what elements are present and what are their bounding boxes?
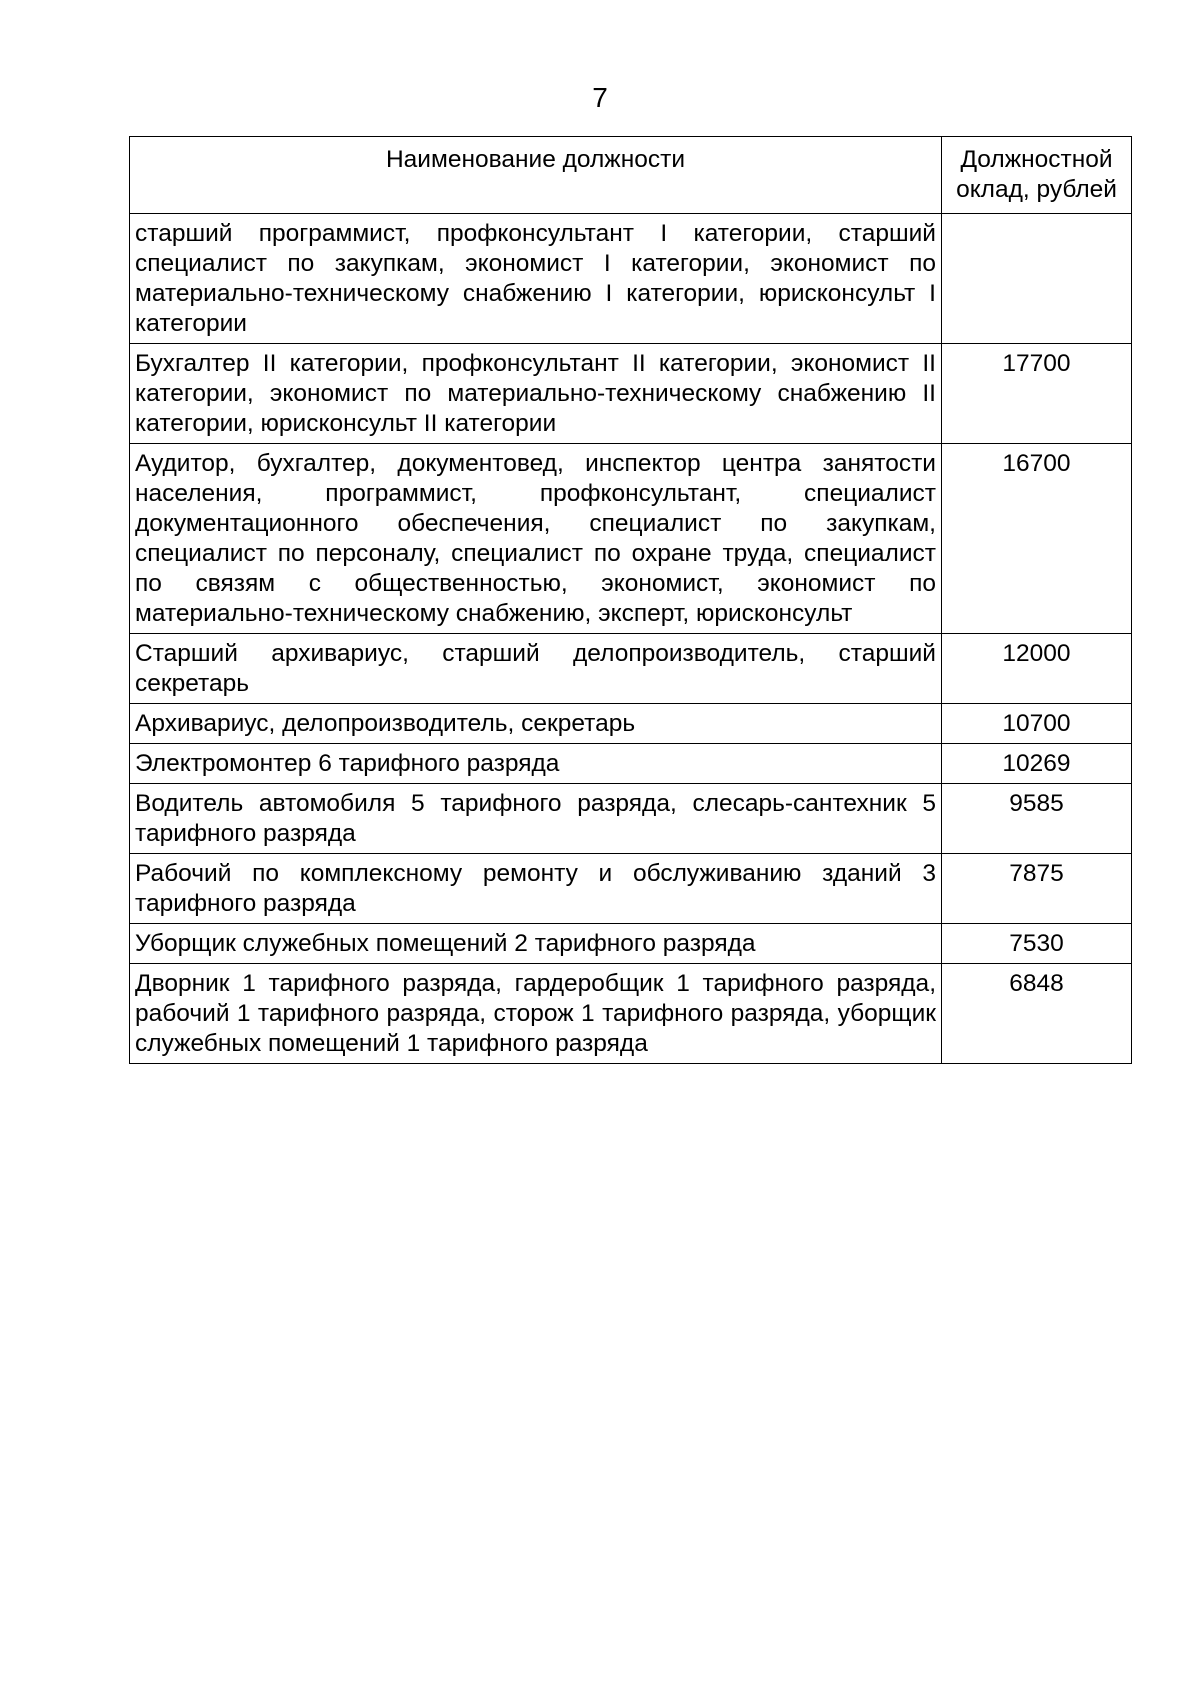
salary-cell: 17700: [942, 344, 1132, 444]
position-cell: Аудитор, бухгалтер, документовед, инспектор центра занятости населения, программист, профконсультант, специалист документационного обеспечения, специалист по закупкам, специалист по персоналу, специалист по охране труда, специалист по связям с общественностью, экономист, экономист по материально-техническому снабжению, эксперт, юрисконсульт: [130, 444, 942, 634]
table-row: [130, 854, 1132, 924]
table-row: [130, 344, 1132, 444]
position-cell: Водитель автомобиля 5 тарифного разряда, слесарь-сантехник 5 тарифного разряда: [130, 784, 942, 854]
position-cell: Бухгалтер II категории, профконсультант II категории, экономист II категории, экономист по материально-техническому снабжению II категории, юрисконсульт II категории: [130, 344, 942, 444]
table-row: [130, 704, 1132, 744]
table-row: [130, 784, 1132, 854]
salary-table: [129, 136, 1132, 1064]
salary-cell: 7530: [942, 924, 1132, 964]
position-cell: Старший архивариус, старший делопроизводитель, старший секретарь: [130, 634, 942, 704]
table-row: [130, 634, 1132, 704]
salary-cell: 16700: [942, 444, 1132, 634]
salary-cell: 7875: [942, 854, 1132, 924]
table-row: [130, 214, 1132, 344]
table-row: [130, 924, 1132, 964]
table-row: [130, 444, 1132, 634]
position-cell: Дворник 1 тарифного разряда, гардеробщик 1 тарифного разряда, рабочий 1 тарифного разряда, сторож 1 тарифного разряда, уборщик служебных помещений 1 тарифного разряда: [130, 964, 942, 1064]
page-number: 7: [592, 82, 608, 113]
table-row: [130, 744, 1132, 784]
column-header-position: Наименование должности: [130, 137, 942, 214]
position-cell: Уборщик служебных помещений 2 тарифного разряда: [130, 924, 942, 964]
salary-cell: 6848: [942, 964, 1132, 1064]
salary-cell: 10700: [942, 704, 1132, 744]
position-cell: Электромонтер 6 тарифного разряда: [130, 744, 942, 784]
column-header-salary: Должностной оклад, рублей: [942, 137, 1132, 214]
table-header-row: [130, 137, 1132, 214]
salary-cell: [942, 214, 1132, 344]
salary-cell: 12000: [942, 634, 1132, 704]
table-row: [130, 964, 1132, 1064]
position-cell: Архивариус, делопроизводитель, секретарь: [130, 704, 942, 744]
salary-cell: 9585: [942, 784, 1132, 854]
salary-cell: 10269: [942, 744, 1132, 784]
position-cell: Рабочий по комплексному ремонту и обслуживанию зданий 3 тарифного разряда: [130, 854, 942, 924]
position-cell: старший программист, профконсультант I категории, старший специалист по закупкам, экономист I категории, экономист по материально-техническому снабжению I категории, юрисконсульт I категории: [130, 214, 942, 344]
